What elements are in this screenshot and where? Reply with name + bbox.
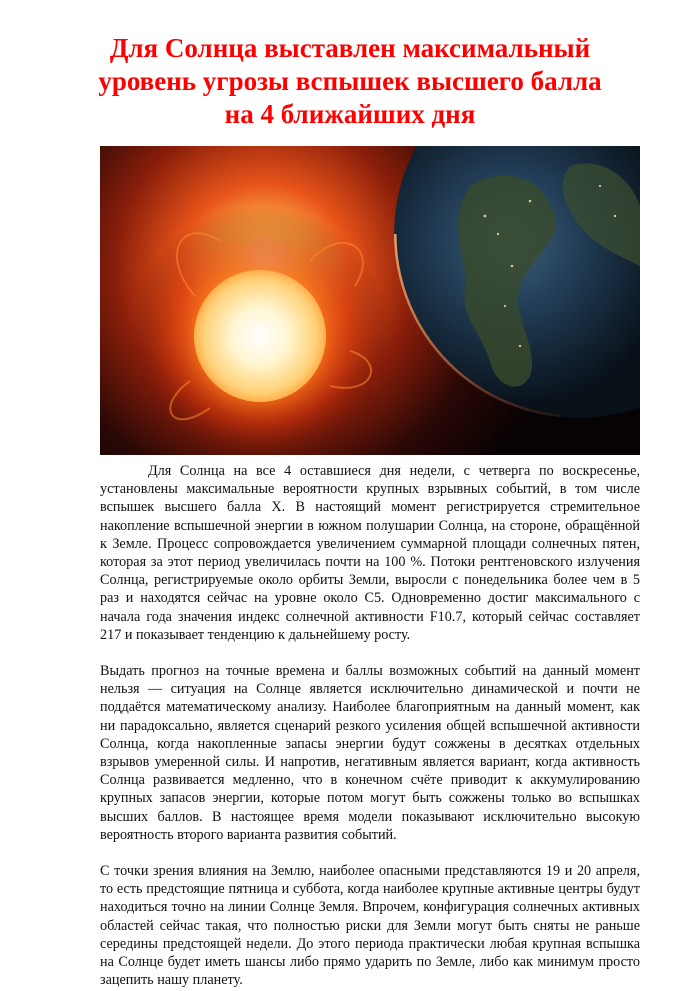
paragraph: Для Солнца на все 4 оставшиеся дня недели, с четверга по воскресенье, установлены максимальные вероятности крупных взрывных событий, в том числе вспышек высшего балла X. В настоящий момент регистрируется стремительное накопление вспышечной энергии в южном полушарии Солнца, на стороне, обращённой к Земле. Процесс сопровождается увеличением суммарной площади солнечных пятен, которая за этот период увеличилась почти на 100 %. Потоки рентгеновского излучения Солнца, регистрируемые около орбиты Земли, выросли с понедельника более чем в 5 раз и находятся сейчас на уровне около C5. Одновременно достиг максимального с начала года значения индекс солнечной активности F10.7, который сейчас составляет 217 и показывает тенденцию к дальнейшему росту. — [100, 463, 640, 643]
article-body — [100, 462, 640, 989]
title-line-1: Для Солнца выставлен максимальный — [109, 33, 591, 63]
title-line-3: на 4 ближайших дня — [224, 99, 476, 129]
title-line-2: уровень угрозы вспышек высшего балла — [98, 66, 602, 96]
hero-image — [100, 146, 640, 455]
sun-and-earth-illustration — [100, 146, 640, 455]
paragraph: С точки зрения влияния на Землю, наиболее опасными представляются 19 и 20 апреля, то есть предстоящие пятница и суббота, когда наиболее крупные активные центры будут находиться точно на линии Солнце Земля. Впрочем, конфигурация солнечных активных областей сейчас такая, что полностью риски для Земли могут быть сняты не раньше середины предстоящей недели. До этого периода практически любая крупная вспышка на Солнце будет иметь шансы либо прямо ударить по Земле, либо как минимум просто зацепить нашу планету. — [100, 863, 640, 989]
paragraph: Выдать прогноз на точные времена и баллы возможных событий на данный момент нельзя — ситуация на Солнце является исключительно динамической и почти не поддаётся математическому анализу. Наиболее благоприятным на данный момент, как ни парадоксально, является сценарий резкого усиления общей вспышечной активности Солнца, когда накопленные запасы энергии будут сожжены в десятках отдельных взрывов умеренной силы. И напротив, негативным является вариант, когда активность Солнца развивается медленно, что в конечном счёте приводит к аккумулированию крупных запасов энергии, которые потом могут быть сожжены только во вспышках высших баллов. В настоящее время модели показывают исключительно высокую вероятность второго варианта развития событий. — [100, 663, 640, 843]
article-title — [60, 32, 640, 131]
